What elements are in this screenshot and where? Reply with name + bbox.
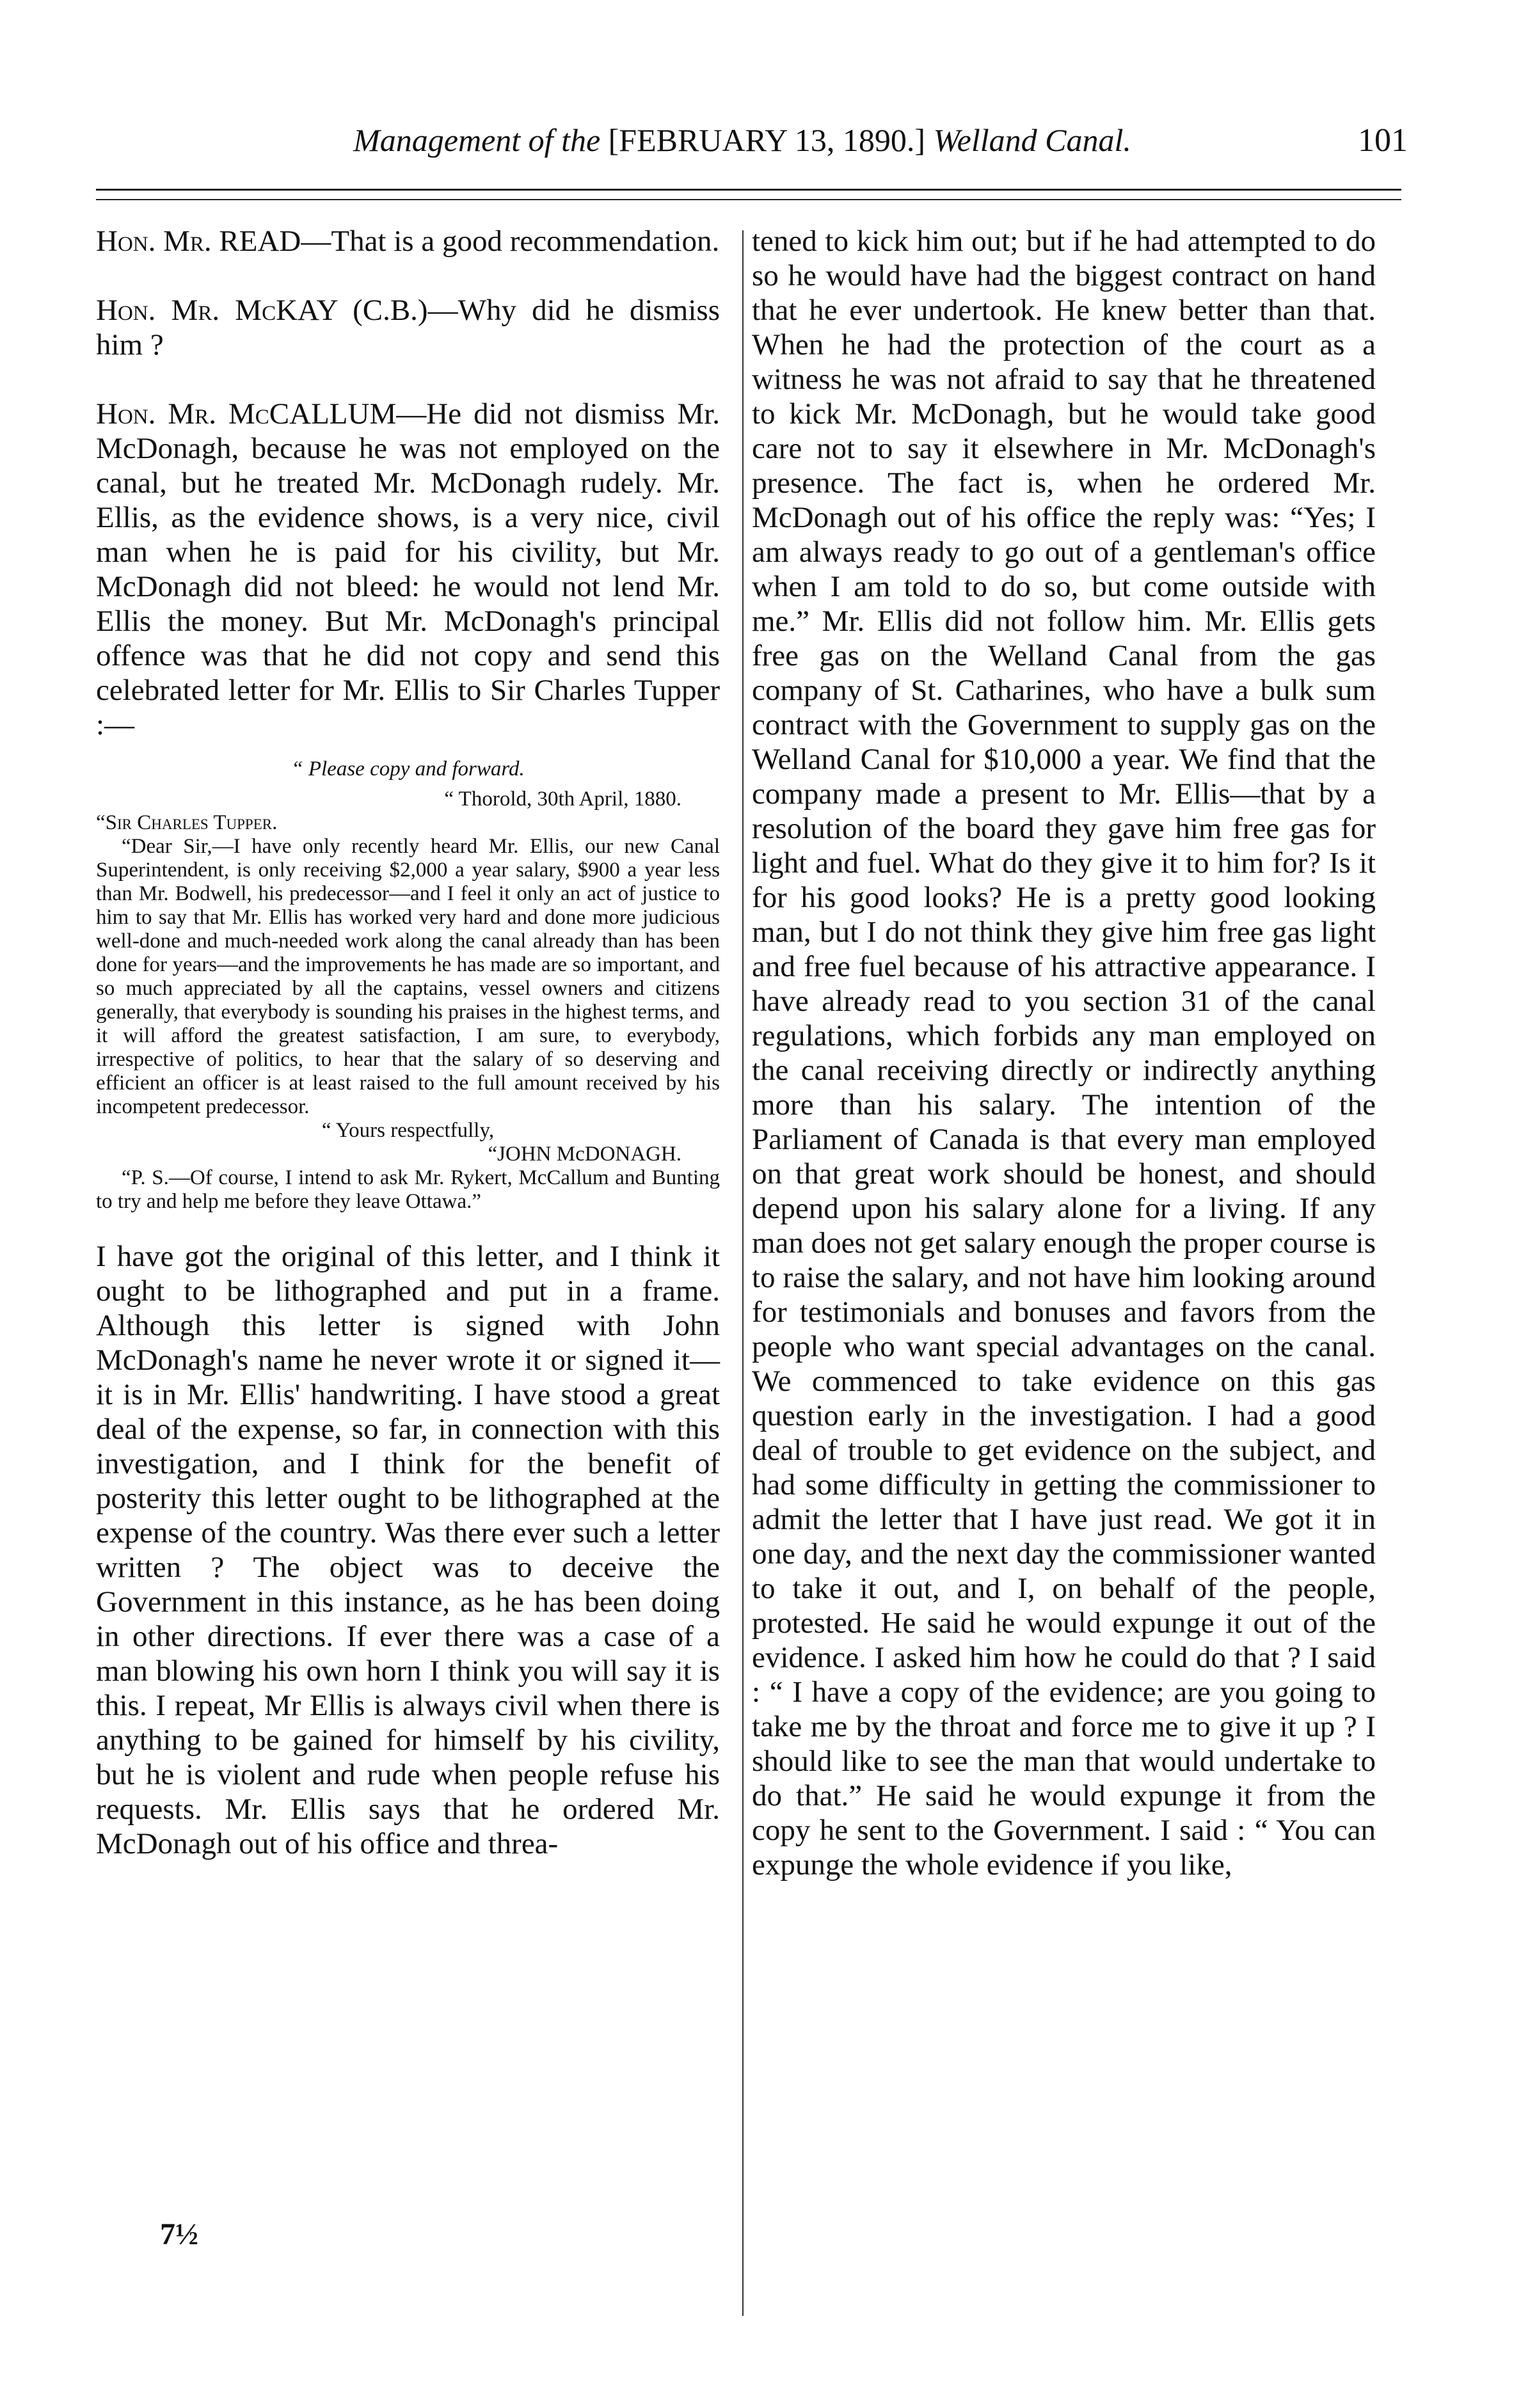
speech-continuation-right: tened to kick him out; but if he had attempted to do so he would have had the biggest contract on hand that he ever undertook. He knew better than that. When he had the protection of the court as a witness he was not afraid to say that he threatened to kick Mr. McDonagh, but he would take good care not to say it elsewhere in Mr. McDonagh's presence. The fact is, when he ordered Mr. McDonagh out of his office the reply was: “Yes; I am always ready to go out of a gentleman's office when I am told to do so, but come outside with me.” Mr. Ellis did not follow him. Mr. Ellis gets free gas on the Welland Canal from the gas company of St. Catharines, who have a bulk sum contract with the Government to supply gas on the Welland Canal for $10,000 a year. We find that the company made a present to Mr. Ellis—that by a resolution of the board they gave him free gas for light and fuel. What do they give it to him for? Is it for his good looks? He is a pretty good looking man, but I do not think they give him free gas light and free fuel because of his attractive appearance. I have already read to you section 31 of the canal regulations, which forbids any man employed on the canal receiving directly or indirectly anything more than his salary. The intention of the Parliament of Canada is that every man employed on that great work should be honest, and should depend upon his salary alone for a living. If any man does not get salary enough the proper course is to raise the salary, and not have him looking around for testimonials and bonuses and favors from the people who want special advantages on the canal. We commenced to take evidence on this gas question early in the investigation. I had a good deal of trouble to get evidence on the subject, and had some difficulty in getting the commissioner to admit the letter that I have just read. We got it in one day, and the next day the commissioner wanted to take it out, and I, on behalf of the people, protested. He said he would expunge it out of the evidence. I asked him how he could do that ? I said : “ I have a copy of the evidence; are you going to take me by the throat and force me to give it up ? I should like to see the man that would undertake to do that.” He said he would expunge it from the copy he sent to the Government. I said : “ You can expunge the whole evidence if you like, xyxy=(752,225,1376,1881)
letter-signature: “JOHN McDONAGH. xyxy=(488,1143,681,1166)
speech-read xyxy=(96,224,720,258)
left-column xyxy=(96,224,720,1861)
running-title xyxy=(262,122,1222,159)
speaker-name: Hon. Mr. McKAY (C.B.) xyxy=(96,294,428,327)
letter-postscript: “P. S.—Of course, I intend to ask Mr. Rykert, McCallum and Bunting to try and help me before they leave Ottawa.” xyxy=(96,1166,720,1213)
header-right-italic: Welland Canal. xyxy=(933,122,1131,158)
speaker-name: Hon. Mr. McCALLUM xyxy=(96,397,397,431)
speech-mckay xyxy=(96,293,720,362)
letter-addressee: “Sir Charles Tupper. xyxy=(96,811,278,834)
column-divider xyxy=(742,230,744,2316)
letter-instruction: “ Please copy and forward. xyxy=(291,757,525,780)
letter-body: “Dear Sir,—I have only recently heard Mr. Ellis, our new Canal Superintendent, is only receiving $2,000 a year salary, $900 a year less than Mr. Bodwell, his predecessor—and I feel it only an act of justice to him to say that Mr. Ellis has worked very hard and done more judicious well-done and much-needed work along the canal already than has been done for years—and the improvements he has made are so important, and so much appreciated by all the captains, vessel owners and citizens generally, that everybody is sounding his praises in the highest terms, and it will afford the greatest satisfaction, I am sure, to everybody, irrespective of politics, to hear that the salary of so deserving and efficient an officer is at least raised to the full amount received by his incompetent predecessor. xyxy=(96,835,720,1118)
signature-mark: 7½ xyxy=(160,2217,198,2251)
right-column xyxy=(752,224,1376,1882)
speech-continuation: I have got the original of this letter, and I think it ought to be lithographed and put in a frame. Although this letter is signed with John McDonagh's name he never wrote it or signed it—it is in Mr. Ellis' handwriting. I have stood a great deal of the expense, so far, in connection with this investigation, and I think for the benefit of posterity this letter ought to be lithographed at the expense of the country. Was there ever such a letter written ? The object was to deceive the Government in this instance, as he has been doing in other directions. If ever there was a case of a man blowing his own horn I think you will say it is this. I repeat, Mr Ellis is always civil when there is anything to be gained for himself by his civility, but he is violent and rude when people refuse his requests. Mr. Ellis says that he ordered Mr. McDonagh out of his office and threa- xyxy=(96,1240,720,1860)
header-date: [FEBRUARY 13, 1890.] xyxy=(608,122,926,158)
letter-place-date: “ Thorold, 30th April, 1880. xyxy=(444,788,681,811)
running-header xyxy=(96,122,1408,173)
header-rule-thin xyxy=(96,199,1401,200)
header-left-italic: Management of the xyxy=(353,122,601,158)
speech-text: —That is a good recommendation. xyxy=(301,225,720,258)
page-number: 101 xyxy=(1358,122,1408,159)
speech-text: —He did not dismiss Mr. McDonagh, because he was not employed on the canal, but he treated Mr. McDonagh rudely. Mr. Ellis, as the evidence shows, is a very nice, civil man when he is paid for his civility, but Mr. McDonagh did not bleed: he would not lend Mr. Ellis the money. But Mr. McDonagh's principal offence was that he did not copy and send this celebrated letter for Mr. Ellis to Sir Charles Tupper :— xyxy=(96,397,720,741)
quoted-letter xyxy=(96,757,720,1214)
speech-mccallum xyxy=(96,397,720,742)
letter-closing: “ Yours respectfully, xyxy=(321,1119,495,1142)
speaker-name: Hon. Mr. READ xyxy=(96,225,301,258)
header-rule-thick xyxy=(96,189,1401,191)
speech-text: —Why did he dismiss him ? xyxy=(96,294,720,361)
